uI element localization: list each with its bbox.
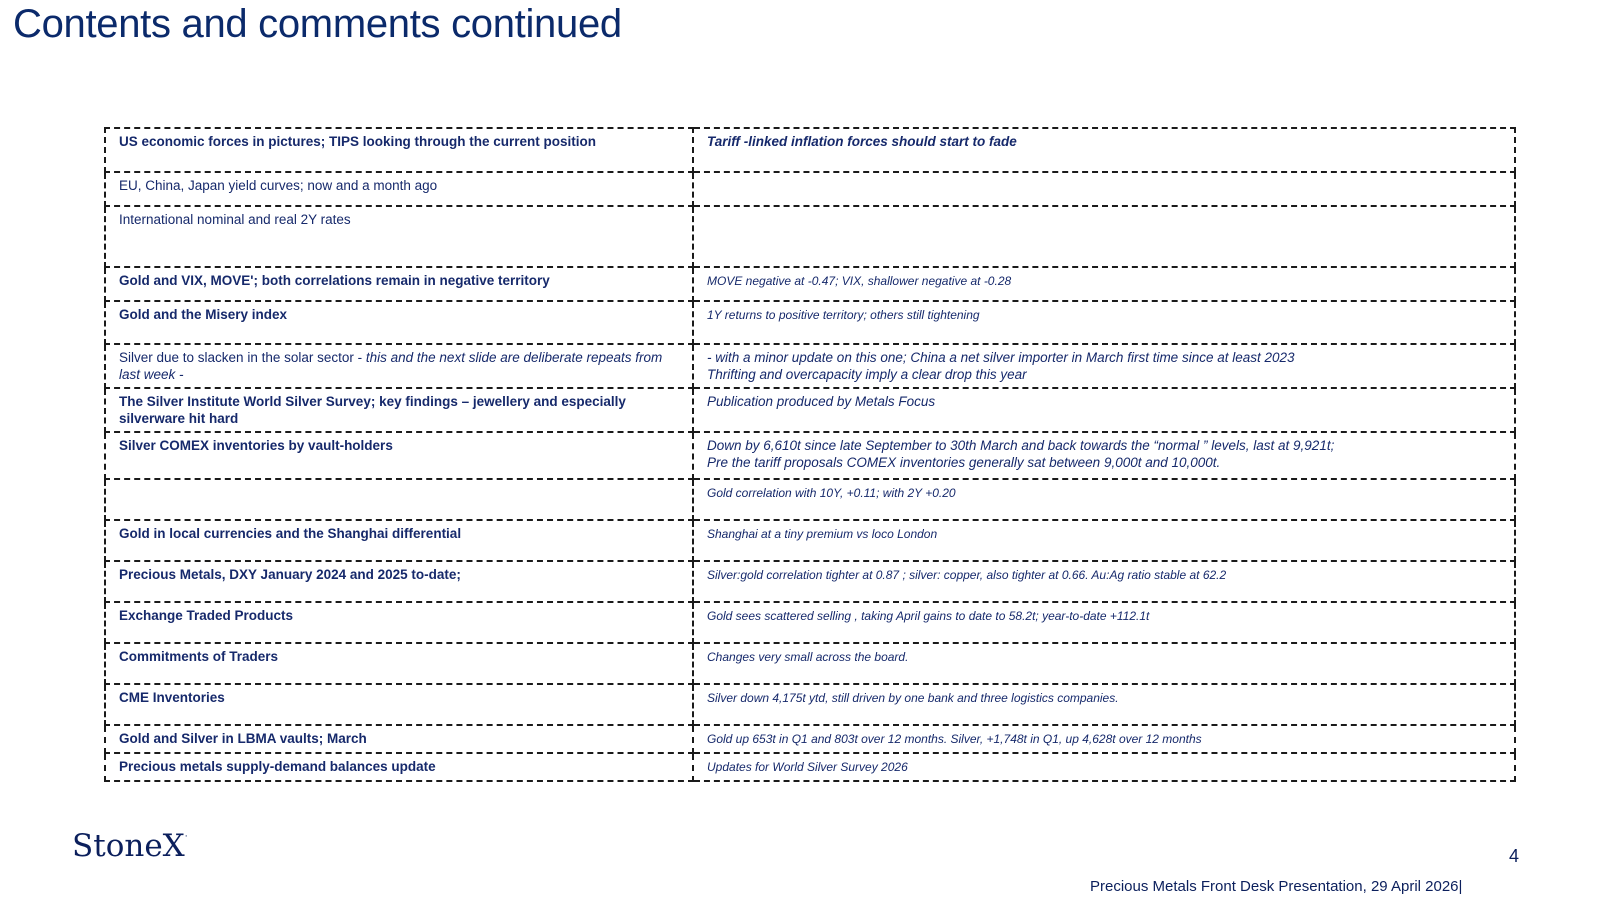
table-row [105,479,1515,520]
comment-text: Gold sees scattered selling , taking April gains to date to 58.2t; year-to-date +112.1t [707,609,1150,623]
comment-cell [693,128,1515,172]
comment-line: Down by 6,610t since late September to 30th March and back towards the “normal ” levels, last at 9,921t; [707,438,1335,453]
table-row [105,267,1515,301]
table-row [105,344,1515,388]
comment-cell [693,432,1515,479]
table-row [105,172,1515,206]
comment-cell [693,520,1515,561]
table-row [105,643,1515,684]
stonex-logo [72,828,188,864]
comment-text: Publication produced by Metals Focus [707,394,936,409]
contents-table-body [105,128,1515,781]
table-row [105,725,1515,753]
topic-text: Commitments of Traders [119,649,279,664]
comment-cell [693,479,1515,520]
topic-text: Gold and the Misery index [119,307,288,322]
comment-cell [693,206,1515,267]
comment-text: Shanghai at a tiny premium vs loco London [707,527,938,541]
table-row [105,602,1515,643]
topic-text: Precious Metals, DXY January 2024 and 2025 to-date; [119,567,461,582]
comment-cell [693,344,1515,388]
topic-cell [105,301,693,344]
topic-text: EU, China, Japan yield curves; now and a month ago [119,178,438,193]
page-title: Contents and comments continued [13,2,622,46]
comment-text: Silver down 4,175t ytd, still driven by one bank and three logistics companies. [707,691,1119,705]
topic-cell [105,602,693,643]
comment-cell [693,561,1515,602]
topic-cell [105,172,693,206]
topic-text: US economic forces in pictures; TIPS looking through the current position [119,134,597,149]
topic-cell [105,344,693,388]
comment-cell [693,267,1515,301]
comment-cell [693,172,1515,206]
comment-cell [693,301,1515,344]
page-number: 4 [1509,846,1520,866]
logo-mark: · [184,832,188,842]
comment-text: MOVE negative at -0.47; VIX, shallower negative at -0.28 [707,274,1012,288]
comment-line: Pre the tariff proposals COMEX inventories generally sat between 9,000t and 10,000t. [707,455,1221,470]
comment-cell [693,725,1515,753]
table-row [105,206,1515,267]
table-row [105,561,1515,602]
topic-text: Precious metals supply-demand balances update [119,759,436,774]
comment-line: Thrifting and overcapacity imply a clear drop this year [707,367,1027,382]
topic-cell [105,725,693,753]
logo-text: StoneX [72,828,185,864]
table-row [105,128,1515,172]
topic-cell [105,753,693,781]
comment-cell [693,643,1515,684]
table-row [105,388,1515,432]
topic-cell [105,684,693,725]
topic-note: this and the next slide are deliberate repeats from last week - [119,350,663,382]
topic-cell [105,267,693,301]
comment-text: Tariff -linked inflation forces should start to fade [707,134,1017,149]
topic-text: Gold and VIX, MOVE'; both correlations remain in negative territory [119,273,550,288]
topic-cell [105,643,693,684]
topic-cell [105,561,693,602]
topic-text: The Silver Institute World Silver Survey; key findings – jewellery and especially silverware hit hard [119,394,626,426]
footer-text: Precious Metals Front Desk Presentation, 29 April 2026| [1090,878,1463,895]
topic-text: International nominal and real 2Y rates [119,212,351,227]
comment-text: 1Y returns to positive territory; others still tightening [707,308,980,322]
topic-cell [105,432,693,479]
topic-text: CME Inventories [119,690,225,705]
comment-text: Changes very small across the board. [707,650,909,664]
table-row [105,753,1515,781]
topic-text: Gold and Silver in LBMA vaults; March [119,731,367,746]
topic-text: Silver due to slacken in the solar sector - [119,350,366,365]
comment-cell [693,684,1515,725]
topic-cell [105,128,693,172]
topic-cell [105,206,693,267]
topic-cell [105,520,693,561]
topic-text: Exchange Traded Products [119,608,294,623]
topic-text: Silver COMEX inventories by vault-holders [119,438,393,453]
table-row [105,301,1515,344]
comment-text: Gold up 653t in Q1 and 803t over 12 months. Silver, +1,748t in Q1, up 4,628t over 12 months [707,732,1202,746]
comment-cell [693,388,1515,432]
comment-cell [693,602,1515,643]
comment-cell [693,753,1515,781]
table-row [105,684,1515,725]
topic-cell [105,479,693,520]
comment-line: - with a minor update on this one; China a net silver importer in March first time since at least 2023 [707,350,1295,365]
comment-text: Silver:gold correlation tighter at 0.87 ; silver: copper, also tighter at 0.66. Au:Ag ratio stable at 62.2 [707,568,1227,582]
topic-cell [105,388,693,432]
topic-text: Gold in local currencies and the Shanghai differential [119,526,462,541]
comment-text: Updates for World Silver Survey 2026 [707,760,908,774]
table-row [105,432,1515,479]
table-row [105,520,1515,561]
comment-text: Gold correlation with 10Y, +0.11; with 2Y +0.20 [707,486,956,500]
contents-table [104,127,1516,782]
